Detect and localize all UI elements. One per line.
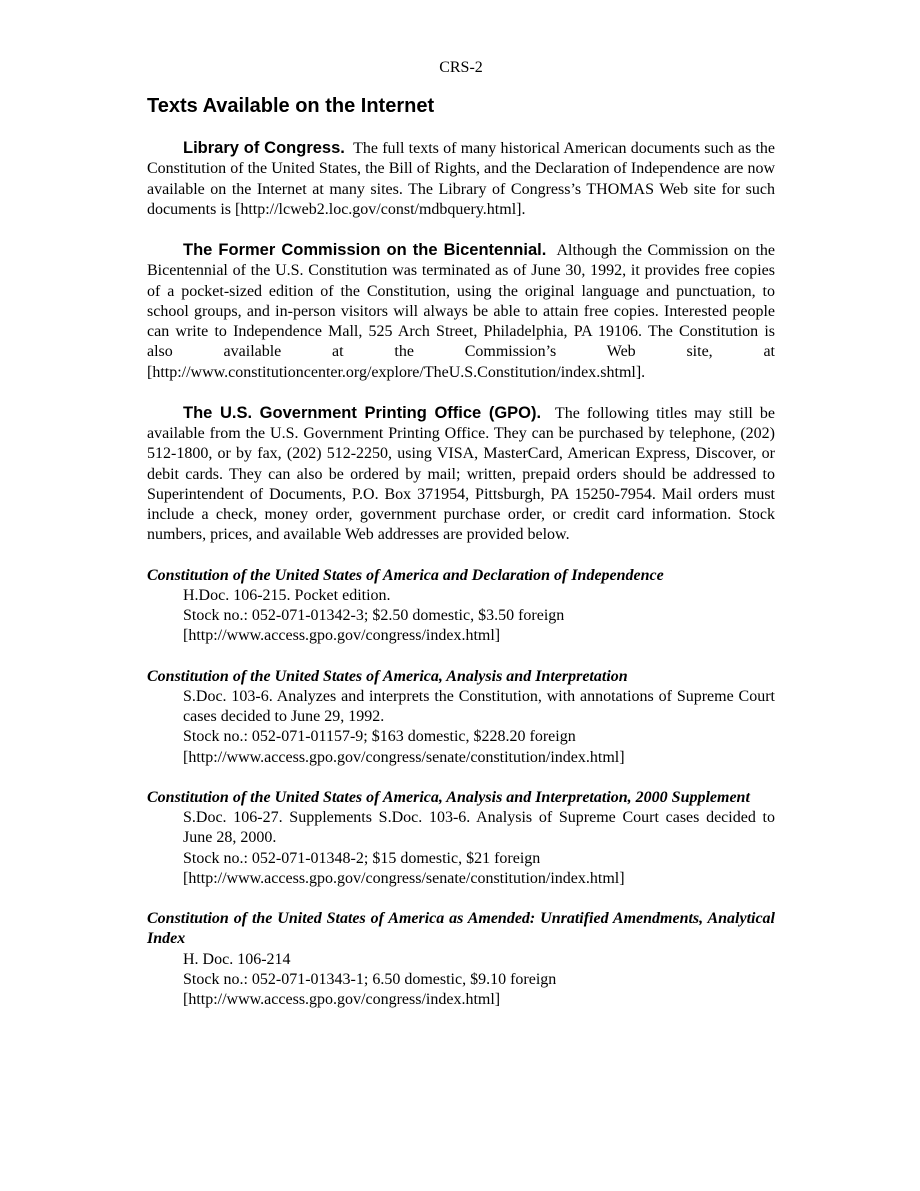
paragraph-text: The full texts of many historical American documents such as the Constitution of the United States, the Bill of Rights, and the Declaration of Independence are now available on the Internet at many sites. The Library of Congress’s THOMAS Web site for such documents is [http://lcweb2.loc.gov/const/mdbquery.html]. <box>147 140 776 218</box>
publication-entry <box>147 667 775 768</box>
publication-stock-line: Stock no.: 052-071-01343-1; 6.50 domestic, $9.10 foreign <box>183 970 557 988</box>
publication-doc-line: H. Doc. 106-214 <box>183 950 291 968</box>
paragraph-text: The following titles may still be available from the U.S. Government Printing Office. They can be purchased by telephone, (202) 512-1800, or by fax, (202) 512-2250, using VISA, MasterCard, American Express, Discover, or debit cards. They can also be ordered by mail; written, prepaid orders should be addressed to Superintendent of Documents, P.O. Box 371954, Pittsburgh, PA 15250-7954. Mail orders must include a check, money order, government purchase order, or credit card information. Stock numbers, prices, and available Web addresses are provided below. <box>147 404 776 544</box>
publication-stock-line: Stock no.: 052-071-01157-9; $163 domestic, $228.20 foreign <box>183 728 576 746</box>
document-body <box>147 138 775 1030</box>
paragraph-lead: The U.S. Government Printing Office (GPO). <box>183 403 542 422</box>
publication-url: [http://www.access.gpo.gov/congress/senate/constitution/index.html] <box>183 748 625 766</box>
publication-doc-line: S.Doc. 103-6. Analyzes and interprets the Constitution, with annotations of Supreme Court cases decided to June 29, 1992. <box>183 687 775 725</box>
publication-title: Constitution of the United States of America, Analysis and Interpretation, 2000 Supplement <box>147 788 750 806</box>
publication-url: [http://www.access.gpo.gov/congress/senate/constitution/index.html] <box>183 869 625 887</box>
publication-stock-line: Stock no.: 052-071-01348-2; $15 domestic, $21 foreign <box>183 849 541 867</box>
publication-doc-line: S.Doc. 106-27. Supplements S.Doc. 103-6. Analysis of Supreme Court cases decided to June 28, 2000. <box>183 809 775 847</box>
paragraph-bicentennial-commission <box>147 240 775 383</box>
publication-title: Constitution of the United States of America and Declaration of Independence <box>147 566 664 584</box>
paragraph-gpo <box>147 403 775 546</box>
publication-url: [http://www.access.gpo.gov/congress/index.html] <box>183 991 501 1008</box>
publication-doc-line: H.Doc. 106-215. Pocket edition. <box>183 586 391 604</box>
page-number: CRS-2 <box>439 59 483 76</box>
section-heading: Texts Available on the Internet <box>147 95 435 117</box>
publication-stock-line: Stock no.: 052-071-01342-3; $2.50 domestic, $3.50 foreign <box>183 607 565 624</box>
paragraph-lead: Library of Congress. <box>183 139 345 157</box>
publication-entry <box>147 909 775 1010</box>
paragraph-library-of-congress <box>147 138 775 220</box>
publication-url: [http://www.access.gpo.gov/congress/index.html] <box>183 627 501 645</box>
paragraph-text: Although the Commission on the Bicentennial of the U.S. Constitution was terminated as of June 30, 1992, it provides free copies of a pocket-sized edition of the Constitution, using the original language and punctuation, to school groups, and in-person visitors will always be able to attain free copies. Interested people can write to Independence Mall, 525 Arch Street, Philadelphia, PA 19106. The Constitution is also available at the Commission’s Web site, at [http://www.constitutioncenter.org/explore/TheU.S.Constitution/index.shtml]. <box>147 242 775 381</box>
paragraph-lead: The Former Commission on the Bicentennial. <box>183 241 547 259</box>
publication-entry <box>147 566 775 647</box>
publication-title: Constitution of the United States of America, Analysis and Interpretation <box>147 667 628 685</box>
publication-title: Constitution of the United States of America as Amended: Unratified Amendments, Analytical Index <box>147 910 775 948</box>
publication-entry <box>147 788 775 889</box>
